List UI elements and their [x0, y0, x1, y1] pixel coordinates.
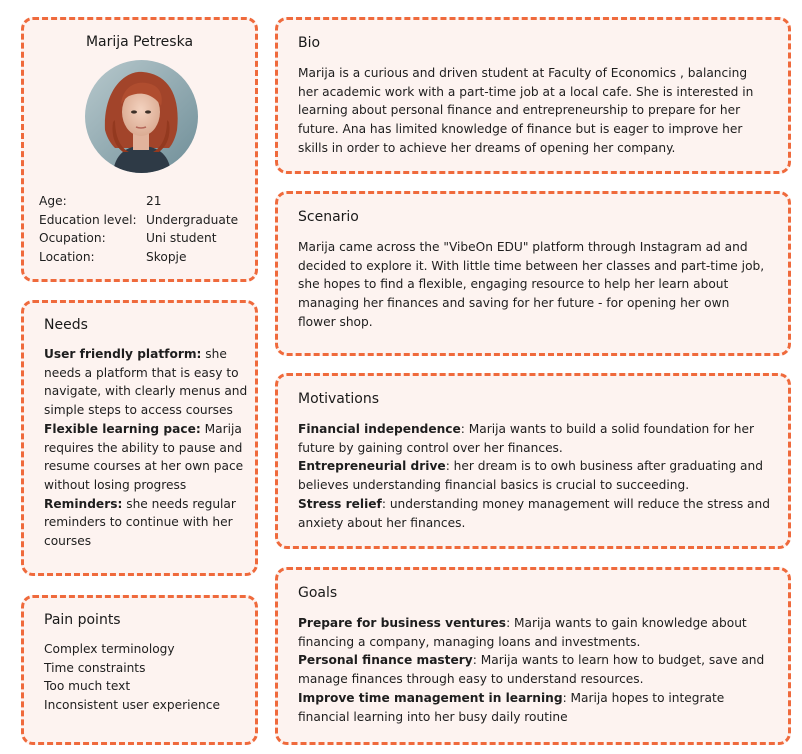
- goal-item-heading: Personal finance mastery: [298, 653, 473, 668]
- motivation-item-text: : Marija wants to build a solid foundation for her future by gaining control over her finances.: [298, 422, 755, 455]
- motivation-item-heading: Entrepreneurial drive: [298, 459, 446, 474]
- attribute-label: Ocupation:: [39, 231, 106, 245]
- profile-card: [21, 17, 258, 282]
- needs-item-heading: Reminders:: [44, 496, 123, 511]
- goals-title: Goals: [298, 585, 338, 601]
- pain-points-title: Pain points: [44, 612, 121, 628]
- attribute-education: [39, 213, 238, 227]
- goals-card: [275, 567, 791, 745]
- motivation-item: [298, 420, 770, 457]
- needs-item: [44, 420, 249, 495]
- scenario-text: Marija came across the "VibeOn EDU" platform through Instagram ad and decided to explore it. With little time between her classes and part-time job, she hopes to find a flexible, engaging resource to help her learn about managing her finances and saving for her future - for opening her own flower shop.: [298, 240, 765, 329]
- needs-item-heading: User friendly platform:: [44, 347, 202, 361]
- needs-item-text: she needs a platform that is easy to navigate, with clearly menus and simple steps to access courses: [44, 347, 248, 418]
- needs-card: [21, 300, 258, 576]
- pain-points-list: [44, 640, 249, 715]
- needs-item-text: Marija requires the ability to pause and resume courses at her own pace without losing progress: [44, 421, 244, 492]
- needs-title: Needs: [44, 317, 88, 333]
- attribute-occupation: [39, 231, 217, 245]
- persona-name: Marija Petreska: [85, 34, 194, 50]
- attribute-location: [39, 250, 186, 264]
- bio-title: Bio: [298, 35, 321, 51]
- motivations-title: Motivations: [298, 391, 379, 407]
- goal-item-heading: Improve time management in learning: [298, 690, 563, 705]
- attribute-value: Skopje: [146, 250, 187, 264]
- attribute-age: [39, 194, 162, 208]
- attribute-value: 21: [146, 194, 162, 208]
- scenario-title: Scenario: [298, 209, 359, 225]
- motivation-item-heading: Stress relief: [298, 496, 382, 511]
- motivation-item-text: : understanding money management will reduce the stress and anxiety about her finances.: [298, 496, 770, 530]
- goal-item-text: : Marija hopes to integrate financial learning into her busy daily routine: [298, 690, 725, 724]
- goal-item-text: : Marija wants to gain knowledge about financing a company, managing loans and investments.: [298, 616, 747, 649]
- scenario-card: [275, 191, 791, 356]
- goal-item: [298, 651, 770, 688]
- avatar-photo: [85, 60, 198, 173]
- motivation-item-heading: Financial independence: [298, 422, 461, 436]
- needs-list: [44, 345, 249, 551]
- attribute-label: Education level:: [39, 213, 137, 227]
- needs-item-heading: Flexible learning pace:: [44, 421, 201, 436]
- motivations-list: [298, 420, 770, 532]
- pain-point-item: Complex terminology: [44, 642, 175, 656]
- bio-card: [275, 17, 791, 174]
- avatar: [85, 60, 198, 173]
- goals-list: [298, 614, 770, 726]
- attribute-label: Location:: [39, 250, 95, 264]
- pain-points-card: [21, 595, 258, 745]
- needs-item: [44, 495, 249, 551]
- goal-item-text: : Marija wants to learn how to budget, save and manage finances through easy to understand resources.: [298, 653, 765, 687]
- bio-text: Marija is a curious and driven student at Faculty of Economics , balancing her academic work with a part-time job at a local cafe. She is interested in learning about personal finance and entrepreneurship to prepare for her future. Ana has limited knowledge of finance but is eager to improve her skills in order to achieve her dreams of opening her company.: [298, 66, 754, 155]
- pain-point-item: Too much text: [44, 679, 131, 694]
- attribute-value: Uni student: [146, 231, 217, 245]
- goal-item-heading: Prepare for business ventures: [298, 616, 507, 630]
- needs-item: [44, 345, 249, 420]
- pain-point-item: Time constraints: [44, 660, 146, 675]
- goal-item: [298, 614, 770, 651]
- attribute-value: Undergraduate: [146, 213, 239, 227]
- motivation-item: [298, 495, 770, 532]
- motivations-card: [275, 373, 791, 549]
- goal-item: [298, 689, 770, 726]
- motivation-item-text: : her dream is to owh business after graduating and believes understanding financial basics is crucial to succeeding.: [298, 459, 763, 493]
- pain-point-item: Inconsistent user experience: [44, 698, 220, 713]
- attribute-label: Age:: [39, 194, 67, 208]
- needs-item-text: she needs regular reminders to continue with her courses: [44, 496, 236, 549]
- motivation-item: [298, 457, 770, 494]
